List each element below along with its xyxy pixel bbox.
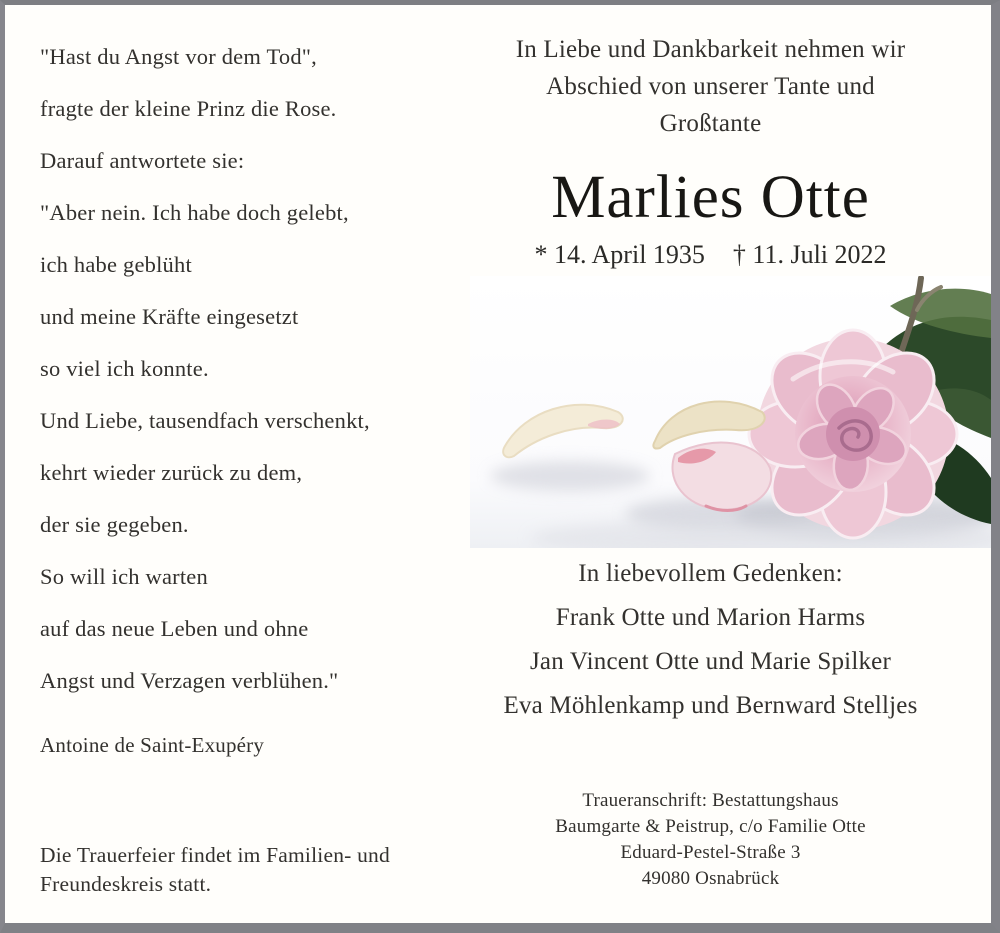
intro-line: In Liebe und Dankbarkeit nehmen wir (515, 36, 906, 63)
notice-column (430, 5, 991, 923)
deceased-name: Marlies Otte (551, 164, 870, 231)
poem-line: kehrt wieder zurück zu dem, (40, 460, 303, 485)
address-line: Traueranschrift: Bestattungshaus (582, 790, 839, 811)
poem-column (5, 5, 430, 923)
memorial-section (430, 552, 991, 728)
rose-photo (470, 276, 991, 548)
funeral-note-line: Freundeskreis statt. (40, 871, 212, 896)
poem-line: und meine Kräfte eingesetzt (40, 304, 299, 329)
intro-line: Abschied von unserer Tante und (546, 73, 875, 100)
birth-date: * 14. April 1935 (534, 240, 705, 269)
funeral-note (40, 841, 390, 898)
memorial-name: Frank Otte und Marion Harms (555, 604, 866, 631)
poem-line: "Hast du Angst vor dem Tod", (40, 44, 317, 69)
poem-line: So will ich warten (40, 564, 208, 589)
poem-line: auf das neue Leben und ohne (40, 616, 309, 641)
poem-line: ich habe geblüht (40, 252, 192, 277)
death-date: † 11. Juli 2022 (732, 240, 887, 269)
poem-line: "Aber nein. Ich habe doch gelebt, (40, 200, 349, 225)
poem-attribution: Antoine de Saint-Exupéry (40, 733, 265, 757)
life-dates (430, 239, 991, 270)
poem-line: Angst und Verzagen verblühen." (40, 668, 339, 693)
memorial-name: Jan Vincent Otte und Marie Spilker (529, 648, 891, 675)
poem-line: fragte der kleine Prinz die Rose. (40, 96, 337, 121)
poem (40, 31, 430, 707)
poem-line: so viel ich konnte. (40, 356, 209, 381)
funeral-note-line: Die Trauerfeier findet im Familien- und (40, 843, 390, 867)
address-line: 49080 Osnabrück (641, 868, 780, 889)
intro-text (430, 31, 991, 142)
memorial-heading: In liebevollem Gedenken: (578, 560, 843, 587)
intro-line: Großtante (659, 110, 762, 137)
poem-line: Und Liebe, tausendfach verschenkt, (40, 408, 370, 433)
address-line: Eduard-Pestel-Straße 3 (620, 842, 801, 863)
memorial-name: Eva Möhlenkamp und Bernward Stelljes (503, 692, 918, 719)
poem-line: Darauf antwortete sie: (40, 148, 245, 173)
rose-photo-graphic (470, 276, 991, 548)
poem-line: der sie gegeben. (40, 512, 189, 537)
mourning-address (430, 788, 991, 892)
address-line: Baumgarte & Peistrup, c/o Familie Otte (555, 816, 866, 837)
